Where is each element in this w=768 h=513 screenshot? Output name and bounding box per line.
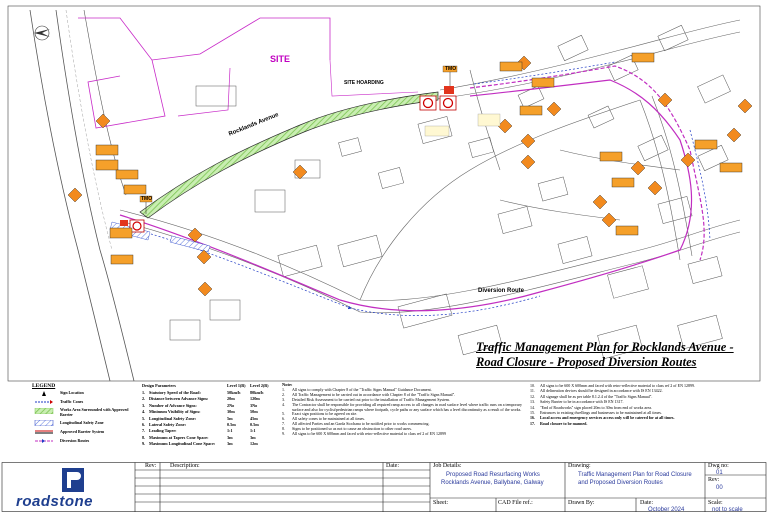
design-parameter-v2: 3No xyxy=(250,402,258,408)
design-parameter-v2: 120m xyxy=(250,396,260,402)
design-parameter-v1: 30m xyxy=(227,409,235,415)
design-parameter-v1: 3m xyxy=(227,441,233,447)
design-parameter-v1: 2No xyxy=(227,402,235,408)
note-text: All signs to be 600 X 600mm and faced with retro-reflective material to class ref 2 of EN 12899. xyxy=(540,383,695,388)
rev2-value: 00 xyxy=(716,485,723,491)
note-number: 6. xyxy=(282,416,285,422)
design-parameter-v2: 80km/h xyxy=(250,390,264,395)
legend-label: Longitudinal Safety Zone xyxy=(60,420,104,425)
design-parameter-v1: 1:1 xyxy=(227,428,233,434)
roadstone-logo-text: roadstone xyxy=(16,493,94,510)
note-number: 17. xyxy=(530,420,535,426)
note-text: All signs to be 600 X 600mm and faced with retro-reflective material to class ref 2 of EN 12899 xyxy=(292,431,446,437)
legend-label: Sign Location xyxy=(60,390,84,395)
works-area xyxy=(140,92,438,218)
note-number: 11. xyxy=(530,388,535,394)
note-number: 13. xyxy=(530,399,535,405)
design-parameter-v2: 0.5m xyxy=(250,421,259,427)
job-details-label: Job Details: xyxy=(433,463,462,469)
design-parameter-label: Maximum at Tapers Cone Space: xyxy=(149,434,209,440)
note-text: All signage shall be as per table 8.1.2.4 of the "Traffic Signs Manual". xyxy=(540,393,653,399)
design-parameter-v1: 20m xyxy=(227,396,235,402)
design-parameters-header xyxy=(140,383,280,390)
design-parameter-n: 2. xyxy=(142,396,146,402)
design-parameter-v2: 12m xyxy=(250,441,258,447)
date2-label: Date: xyxy=(640,500,653,506)
site-hoarding-label: SITE HOARDING xyxy=(344,80,384,86)
notes-left xyxy=(282,383,528,437)
legend-item xyxy=(30,407,140,419)
legend-label: Traffic Cones xyxy=(60,399,84,404)
note-text: All Traffic Management to be carried out in accordance with Chapter 8 of the "Traffic Signs Manual". xyxy=(292,391,456,397)
note-text: "End of Roadworks" sign placed 20m to 30m from end of works area. xyxy=(540,404,653,410)
cone-line-icon xyxy=(34,399,54,405)
design-parameter-n: 4. xyxy=(142,409,146,415)
design-parameter-n: 9. xyxy=(142,441,146,447)
note-number: 8. xyxy=(282,426,285,432)
note-number: 16. xyxy=(530,415,535,421)
rev2-label: Rev: xyxy=(708,477,720,483)
design-parameter-v1: 3m xyxy=(227,434,233,440)
legend-label: Approved Barrier System xyxy=(60,429,105,434)
drawing-line-2: and Proposed Diversion Routes xyxy=(578,480,663,486)
plan-title-line-1: Traffic Management Plan for Rocklands Avenue - xyxy=(476,340,734,354)
legend-title: LEGEND xyxy=(32,383,56,389)
legend-label: Diversion Routes xyxy=(60,438,90,443)
scale-label: Scale: xyxy=(708,500,723,506)
design-parameter-label: Minimum Visibility of Signs: xyxy=(149,409,201,415)
scale-value: not to scale xyxy=(712,507,743,513)
note-number: 15. xyxy=(530,410,535,416)
design-parameter-v1: 5m xyxy=(227,415,233,421)
design-parameter-label: Statutory Speed of the Road: xyxy=(149,390,201,395)
design-parameter-v1: 50km/h xyxy=(227,390,241,395)
legend-item xyxy=(30,419,140,428)
design-parameter-v1: 0.5m xyxy=(227,421,236,427)
note-text: Road closure to be manned. xyxy=(540,420,588,426)
drawn-by-label: Drawn By: xyxy=(568,500,595,506)
rev-label: Rev: xyxy=(145,463,157,469)
plan-title-line-2: Road Closure - Proposed Diversion Routes xyxy=(476,355,697,369)
site-label: SITE xyxy=(270,54,291,64)
diversion-route-label: Diversion Route xyxy=(478,288,525,294)
legend xyxy=(30,383,140,461)
design-parameter-label: Leading Taper: xyxy=(149,428,177,434)
drawing-line-1: Traffic Management Plan for Road Closure xyxy=(578,472,692,478)
design-parameter-n: 5. xyxy=(142,415,146,421)
note-number: 9. xyxy=(282,431,285,437)
barrier-line-icon xyxy=(34,429,54,435)
tmo-label: TMO xyxy=(445,66,457,72)
design-parameter-v2: 50m xyxy=(250,409,258,415)
description-label: Description: xyxy=(170,463,200,469)
design-parameter-label: Number of Advance Signs: xyxy=(149,402,197,408)
design-parameter-label: Distance between Advance Signs: xyxy=(149,396,209,402)
plan-title xyxy=(476,340,766,370)
drawing-label: Drawing: xyxy=(568,463,591,469)
legend-item xyxy=(30,428,140,437)
date-label: Date: xyxy=(386,463,399,469)
note-item xyxy=(530,421,766,426)
job-line-1: Proposed Road Resurfacing Works xyxy=(446,472,540,478)
design-parameter-v2: 1:1 xyxy=(250,428,256,434)
dwg-no-label: Dwg no: xyxy=(708,463,729,469)
design-parameter-v2: 45m xyxy=(250,415,258,421)
sheet-label: Sheet: xyxy=(433,500,448,506)
note-number: 3. xyxy=(282,396,285,402)
triangle-marker-icon xyxy=(34,390,54,396)
design-parameter-n: 6. xyxy=(142,421,146,427)
tmo-label: TMO xyxy=(141,196,153,202)
legend-item xyxy=(30,389,140,398)
note-number: 1. xyxy=(282,386,285,392)
design-parameters-col2: Level 2(B) xyxy=(250,383,269,388)
note-text: Safety Barrier to be in accordance with IS EN 1317. xyxy=(540,399,624,405)
note-text: All signs to comply with Chapter 8 of the "Traffic Signs Manual" Guidance Document. xyxy=(292,386,432,392)
design-parameters xyxy=(140,383,280,448)
legend-label: Works Area Surrounded with Approved Barrier xyxy=(60,407,129,417)
note-number: 10. xyxy=(530,383,535,388)
date2-value: October 2024 xyxy=(648,507,685,513)
design-parameter-label: Lateral Safety Zone: xyxy=(149,421,186,427)
note-text: Entrances to existing dwellings and businesses to be maintained at all times. xyxy=(540,410,662,416)
note-text: Signs to be positioned so as not to cause an obstruction to other road users. xyxy=(292,426,412,432)
note-text: All safety cones to be maintained at all times. xyxy=(292,416,365,422)
notes-right xyxy=(530,383,766,426)
tmo-marker-icon xyxy=(140,66,457,214)
design-parameter-n: 1. xyxy=(142,390,146,395)
job-line-2: Rocklands Avenue, Ballybane, Galway xyxy=(441,480,544,486)
legend-item xyxy=(30,398,140,407)
cad-file-label: CAD File ref.: xyxy=(498,500,533,506)
design-parameter-label: Longitudinal Safety Zone: xyxy=(149,415,197,421)
diversion-arrows-icon xyxy=(34,438,54,444)
design-parameter-n: 7. xyxy=(142,428,146,434)
design-parameters-title: Design Parameters xyxy=(142,383,176,388)
notes-title: Note: xyxy=(282,382,293,387)
note-text: Detailed Risk Assessment to be carried out prior to the installation of Traffic Management System. xyxy=(292,396,451,402)
note-number: 5. xyxy=(282,411,285,417)
design-parameters-col1: Level 1(B) xyxy=(227,383,246,388)
roadstone-logo-icon xyxy=(62,468,84,492)
note-text: All affected Parties and an Garda Siochana to be notified prior to works commencing. xyxy=(292,421,430,427)
note-item xyxy=(282,432,528,437)
design-parameter-v2: 3m xyxy=(250,434,256,440)
green-hatch-icon xyxy=(34,408,54,414)
note-number: 2. xyxy=(282,391,285,397)
road-name-label: Rocklands Avenue xyxy=(228,112,280,138)
legend-item xyxy=(30,437,140,446)
design-parameter-row xyxy=(140,441,280,447)
design-parameter-label: Maximum Longitudinal Cone Space: xyxy=(149,441,216,447)
note-number: 12. xyxy=(530,393,535,399)
blue-hatch-icon xyxy=(34,420,54,426)
design-parameter-n: 8. xyxy=(142,434,146,440)
note-text: All delineation devices should be designed in accordance with IS EN 13422. xyxy=(540,388,663,394)
dwg-no-value: 01 xyxy=(716,470,723,476)
note-number: 7. xyxy=(282,421,285,427)
design-parameter-n: 3. xyxy=(142,402,146,408)
note-number: 14. xyxy=(530,404,535,410)
note-text: Exact sign positions to be agreed on site. xyxy=(292,411,358,417)
note-number: 4. xyxy=(282,401,285,407)
note-text: The Contractor shall be responsible for providing all required ramp access to all changes in road surface level where traffic runs on a temporary surface and also for cyclist/pedestrian ramps where footpath, cycle paths or any surface which has a level discontinuity as a result of the works. xyxy=(292,401,522,412)
north-arrow-icon xyxy=(34,26,50,40)
note-text: Local access and emergency services access only will be catered for at all times. xyxy=(540,415,675,421)
